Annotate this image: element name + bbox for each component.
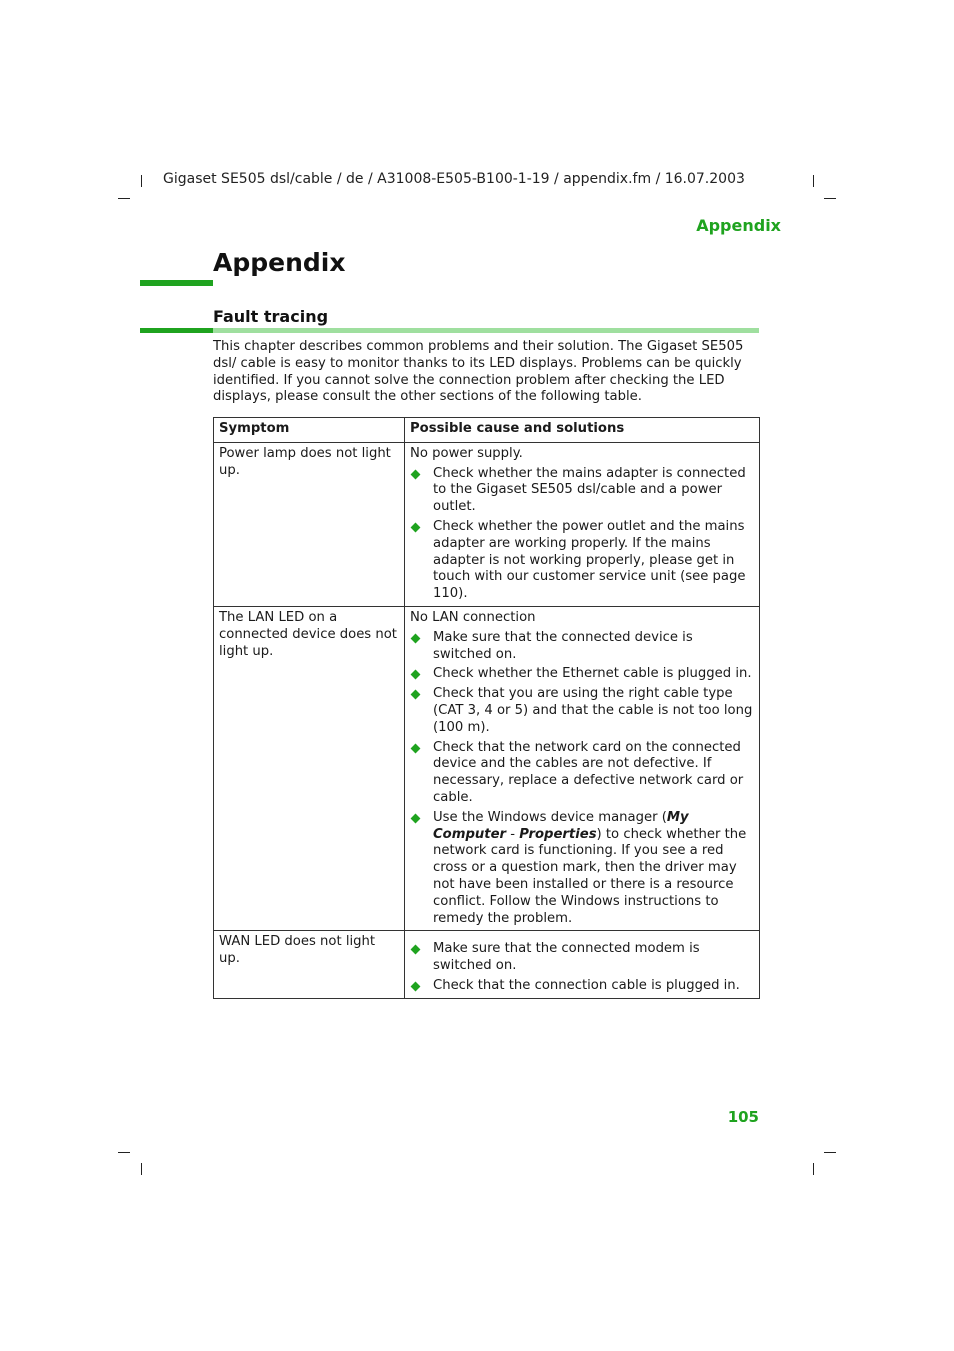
running-head: Appendix [696,216,781,235]
list-item [410,978,754,995]
symptom-cell: WAN LED does not light up. [214,931,405,998]
list-item [410,686,754,736]
cause-cell [405,442,760,606]
solution-list [410,941,754,994]
table-row [214,442,760,606]
diamond-bullet-icon [411,690,421,700]
table-row [214,606,760,930]
page-number: 105 [727,1108,759,1126]
symptom-cell: Power lamp does not light up. [214,442,405,606]
device-manager-text [433,810,746,926]
list-item [410,810,754,928]
header-cause: Possible cause and solutions [405,418,760,443]
list-item [410,519,754,603]
solution-text: Check that the connection cable is plugged in. [433,977,740,993]
file-info-header: Gigaset SE505 dsl/cable / de / A31008-E505-B100-1-19 / appendix.fm / 16.07.2003 [163,171,745,187]
crop-mark-bottom-left-v [141,1163,142,1175]
crop-mark-top-right-h [824,198,836,199]
diamond-bullet-icon [411,743,421,753]
solution-text: Check that you are using the right cable type (CAT 3, 4 or 5) and that the cable is not too long (100 m). [433,686,753,735]
diamond-bullet-icon [411,633,421,643]
section-rule [213,328,759,333]
solution-text: Make sure that the connected modem is switched on. [433,941,700,974]
solution-text: Check whether the power outlet and the mains adapter are working properly. If the mains adapter is not working properly, please get in touch with our customer service unit (see page 110). [433,518,746,602]
title-accent-bar [140,280,213,286]
solution-text: Make sure that the connected device is switched on. [433,629,693,662]
solution-text: Check whether the mains adapter is connected to the Gigaset SE505 dsl/cable and a power outlet. [433,465,746,515]
solution-list [410,466,754,603]
list-item [410,630,754,664]
diamond-bullet-icon [411,670,421,680]
cause-text: No LAN connection [410,609,536,625]
crop-mark-top-left-v [141,175,142,187]
solution-list [410,630,754,928]
diamond-bullet-icon [411,523,421,533]
cause-text: No power supply. [410,445,523,461]
diamond-bullet-icon [411,469,421,479]
diamond-bullet-icon [411,945,421,955]
header-symptom: Symptom [214,418,405,443]
crop-mark-bottom-left-h [118,1152,130,1153]
table-row [214,931,760,998]
crop-mark-top-left-h [118,198,130,199]
symptom-cell: The LAN LED on a connected device does not light up. [214,606,405,930]
list-item [410,941,754,975]
solution-text: Check whether the Ethernet cable is plugged in. [433,666,752,682]
cause-cell [405,606,760,930]
section-accent-bar [140,328,213,333]
table-header-row [214,418,760,443]
cause-cell [405,931,760,998]
fault-table [213,417,760,999]
diamond-bullet-icon [411,981,421,991]
menu-path-properties: Properties [519,826,597,842]
page-title: Appendix [213,248,346,277]
intro-paragraph: This chapter describes common problems and their solution. The Gigaset SE505 dsl/ cable is easy to monitor thanks to its LED displays. Problems can be quickly identified. If you cannot solve the connection problem after checking the LED displays, please consult the other sections of the following table. [213,339,744,405]
menu-path-my-computer: My Computer [433,809,689,842]
list-item [410,740,754,807]
crop-mark-top-right-v [813,175,814,187]
solution-text: Check that the network card on the connected device and the cables are not defective. If necessary, replace a defective network card or cable. [433,739,744,805]
crop-mark-bottom-right-h [824,1152,836,1153]
diamond-bullet-icon [411,813,421,823]
device-manager-prefix: Use the Windows device manager ( [433,809,667,825]
list-item [410,466,754,516]
list-item [410,666,754,683]
device-manager-suffix: ) to check whether the network card is functioning. If you see a red cross or a question mark, then the driver may not have been installed or there is a resource conflict. Follow the Windows instructions to remedy the problem. [433,826,747,926]
crop-mark-bottom-right-v [813,1163,814,1175]
section-heading: Fault tracing [213,307,329,326]
menu-path-separator: - [506,826,520,842]
